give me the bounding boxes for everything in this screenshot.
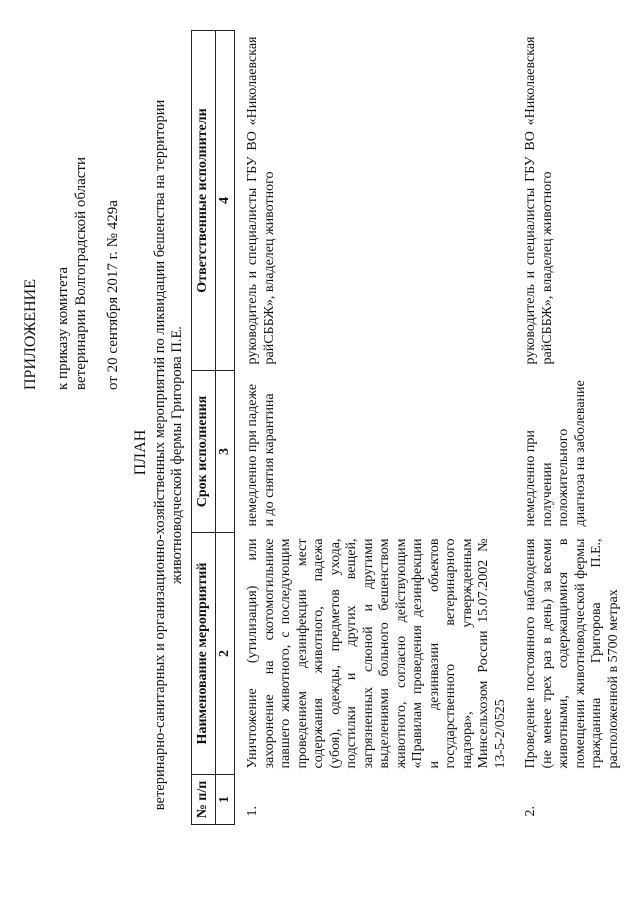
row-responsible-text: руководитель и специалисты ГБУ ВО «Николаевская райСББЖ», владелец животного <box>523 36 555 365</box>
plan-title: ПЛАН <box>132 429 149 476</box>
plan-subtitle: ветеринарно-санитарных и организационно-хозяйственных мероприятий по ликвидации бешенства на территории животноводческой фермы Григорова П.Е. <box>152 99 185 811</box>
colnum-2: 2 <box>215 533 235 775</box>
header-action: Наименование мероприятий <box>192 533 216 775</box>
row-responsible <box>235 31 514 371</box>
row-responsible-text: руководитель и специалисты ГБУ ВО «Николаевская райСББЖ», владелец животного <box>245 36 277 365</box>
column-number-row <box>215 31 235 825</box>
header-responsible: Ответственные исполнители <box>192 31 216 371</box>
row-responsible <box>513 31 626 371</box>
plan-table <box>191 30 626 825</box>
appendix-date: от 20 сентября 2017 г. № 429а <box>105 200 121 390</box>
row-action: Проведение постоянного наблюдения (не менее трех раз в день) за всеми животными, содержащимися в помещении животноводческой фермы гражданина Григорова П.Е., расположенной в 5700 метрах <box>523 538 621 769</box>
appendix-line-2: ветеринарии Волгоградской области <box>73 157 89 390</box>
table-row <box>513 31 626 825</box>
appendix-title: ПРИЛОЖЕНИЕ <box>22 278 39 390</box>
colnum-1: 1 <box>215 775 235 825</box>
table-header-row <box>192 31 216 825</box>
row-number: 1. <box>245 806 260 817</box>
row-term: немедленно при получении положительного диагноза на заболевание <box>523 380 588 527</box>
appendix-block <box>22 10 122 390</box>
colnum-4: 4 <box>215 31 235 371</box>
header-term: Срок исполнения <box>192 371 216 533</box>
header-num: № п/п <box>192 775 216 825</box>
row-action: Уничтожение (утилизация) или захоронение на скотомогильнике павшего животного, с последующим проведением дезинфекции мест содержания животного, падежа (убоя), одежды, предметов ухода, подстилки и других вещей, загрязненных слюной и другими выделениями больного бешенством животного, согласно действующим «Правилам проведения дезинфекции и дезинвазии объектов государственного ветеринарного надзора», утвержденным Минсельхозом России 15.07.2002 № 13-5-2/0525 <box>245 538 508 769</box>
row-number: 2. <box>523 806 538 817</box>
table-row <box>235 31 514 825</box>
colnum-3: 3 <box>215 371 235 533</box>
appendix-line-1: к приказу комитета <box>55 266 71 390</box>
row-term: немедленно при падеже и до снятия карантина <box>245 383 277 527</box>
